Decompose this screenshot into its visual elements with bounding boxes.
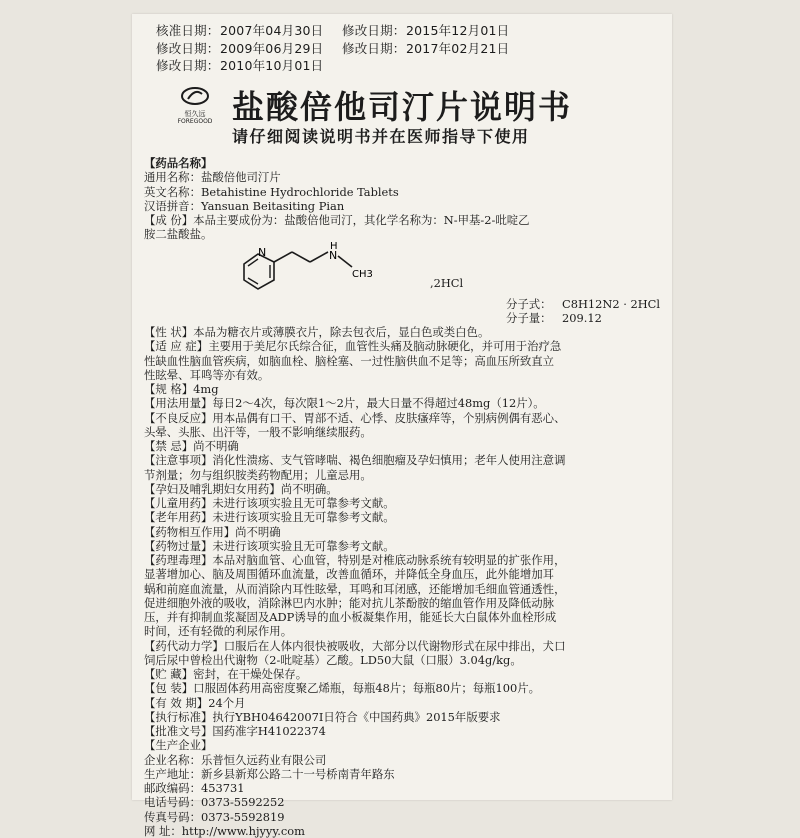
text-line: 传真号码：0373-5592819 — [144, 809, 285, 824]
text-line: 【不良反应】用本品偶有口干、胃部不适、心悸、皮肤瘙痒等，个别病例偶有恶心、 — [144, 410, 566, 425]
date-value: 2009年06月29日 — [220, 40, 324, 56]
text-line: 【用法用量】每日2～4次，每次限1～2片，最大日量不得超过48mg（12片）。 — [144, 396, 545, 411]
text-line: 【药理毒理】本品对脑血管、心血管，特别是对椎底动脉系统有较明显的扩张作用， — [144, 553, 566, 567]
date-row — [156, 22, 528, 40]
text-line: 【禁 忌】尚不明确 — [144, 439, 239, 453]
document-subtitle: 请仔细阅读说明书并在医师指导下使用 — [232, 127, 530, 146]
text-line: 【生产企业】 — [144, 738, 213, 753]
text-line: 【药物相互作用】尚不明确 — [144, 524, 281, 539]
formula-value: C8H12N2 · 2HCl — [562, 296, 661, 311]
atom-h-label: H — [330, 241, 338, 252]
text-line: 【药代动力学】口服后在人体内很快被吸收，大部分以代谢物形式在尿中排出，犬口 — [144, 638, 566, 653]
text-line: 【儿童用药】未进行该项实验且无可靠参考文献。 — [144, 496, 395, 510]
text-line: 胺二盐酸盐。 — [144, 227, 213, 242]
weight-key: 分子量： — [506, 310, 552, 325]
text-line: 【执行标准】执行YBH04642007I日符合《中国药典》2015年版要求 — [144, 709, 501, 724]
text-line: 【包 装】口服固体药用高密度聚乙烯瓶，每瓶48片；每瓶80片；每瓶100片。 — [144, 681, 541, 696]
date-row — [156, 40, 528, 58]
document-title: 盐酸倍他司汀片说明书 — [232, 88, 573, 126]
text-line: 【药物过量】未进行该项实验且无可靠参考文献。 — [144, 538, 395, 553]
text-line: 企业名称：乐普恒久远药业有限公司 — [144, 752, 327, 767]
date-value: 2017年02月21日 — [406, 40, 510, 56]
text-line: 【老年用药】未进行该项实验且无可靠参考文献。 — [144, 510, 395, 525]
leaflet-body — [144, 325, 664, 838]
text-line: 【适 应 症】主要用于美尼尔氏综合征，血管性头痛及脑动脉硬化，并可用于治疗急 — [144, 339, 562, 354]
text-line: 通用名称：盐酸倍他司汀片 — [144, 170, 281, 185]
text-line: 【有 效 期】24个月 — [144, 695, 246, 710]
text-line: 饲后尿中曾检出代谢物（2-吡啶基）乙酸。LD50大鼠（口服）3.04g/kg。 — [144, 652, 522, 667]
text-line: 性眩晕、耳鸣等亦有效。 — [144, 367, 270, 382]
text-line: 节剂量；勿与组织胺类药物配用；儿童忌用。 — [144, 467, 372, 482]
text-line: 【性 状】本品为糖衣片或薄膜衣片，除去包衣后，显白色或类白色。 — [144, 325, 490, 339]
leaflet-content — [144, 156, 664, 838]
text-line: 【孕妇及哺乳期妇女用药】尚不明确。 — [144, 481, 338, 496]
text-line: 显著增加心、脑及周围循环血流量，改善血循环，并降低全身血压，此外能增加耳 — [144, 567, 555, 582]
date-value: 2007年04月30日 — [220, 23, 324, 38]
text-line: 压，并有抑制血浆凝固及ADP诱导的血小板凝集作用，能延长大白鼠体外血栓形成 — [144, 610, 557, 624]
text-line: 网 址：http://www.hjyyy.com — [144, 823, 305, 838]
text-line: 【规 格】4mg — [144, 382, 219, 396]
atom-n2-label: N — [329, 248, 338, 262]
atom-ch3-label: CH3 — [352, 268, 373, 280]
text-line: 【贮 藏】密封，在干燥处保存。 — [144, 667, 308, 681]
text-line: 促进细胞外液的吸收，消除淋巴内水肿；能对抗儿茶酚胺的缩血管作用及降低动脉 — [144, 595, 555, 610]
structure-diagram — [234, 242, 434, 297]
text-line: 生产地址：新乡县新郑公路二十一号桥南青年路东 — [144, 766, 395, 781]
text-line: 【注意事项】消化性溃疡、支气管哮喘、褐色细胞瘤及孕妇慎用；老年人使用注意调 — [144, 453, 566, 468]
text-line: 电话号码：0373-5592252 — [144, 795, 285, 810]
section-heading: 【药品名称】 — [144, 156, 213, 170]
molecular-formula-row — [144, 297, 664, 311]
date-label: 修改日期： — [342, 40, 406, 56]
text-line: 汉语拼音：Yansuan Beitasiting Pian — [144, 198, 345, 213]
logo-icon — [180, 86, 210, 106]
date-label: 修改日期： — [342, 23, 406, 38]
date-value: 2010年10月01日 — [220, 58, 324, 73]
date-row — [156, 57, 528, 75]
text-line: 头晕、头胀、出汗等，一般不影响继续服药。 — [144, 424, 372, 439]
date-label: 修改日期： — [156, 58, 220, 73]
hcl-label: ,2HCl — [430, 275, 464, 290]
date-label: 修改日期： — [156, 40, 220, 56]
text-line: 【批准文号】国药准字H41022374 — [144, 724, 326, 738]
weight-value: 209.12 — [562, 310, 602, 325]
date-label: 核准日期： — [156, 23, 220, 38]
text-line: 邮政编码：453731 — [144, 781, 245, 795]
chemical-structure — [144, 242, 664, 297]
logo-text-en: FOREGOOD — [177, 118, 213, 125]
text-line: 蜗和前庭血流量，从而消除内耳性眩晕，耳鸣和耳闭感，还能增加毛细血管通透性， — [144, 581, 566, 596]
text-line: 【成 份】本品主要成份为：盐酸倍他司汀，其化学名称为：N-甲基-2-吡啶乙 — [144, 213, 530, 227]
date-block — [156, 22, 528, 75]
atom-n-label: N — [258, 245, 267, 259]
logo-text-cn: 恒久远 — [184, 110, 206, 118]
date-value: 2015年12月01日 — [406, 23, 510, 38]
text-line: 性缺血性脑血管疾病，如脑血栓、脑栓塞、一过性脑供血不足等；高血压所致直立 — [144, 353, 555, 368]
text-line: 英文名称：Betahistine Hydrochloride Tablets — [144, 184, 399, 199]
formula-key: 分子式： — [506, 296, 552, 311]
company-logo — [174, 86, 216, 125]
text-line: 时间，还有轻微的利尿作用。 — [144, 624, 293, 639]
molecular-weight-row — [144, 311, 664, 325]
